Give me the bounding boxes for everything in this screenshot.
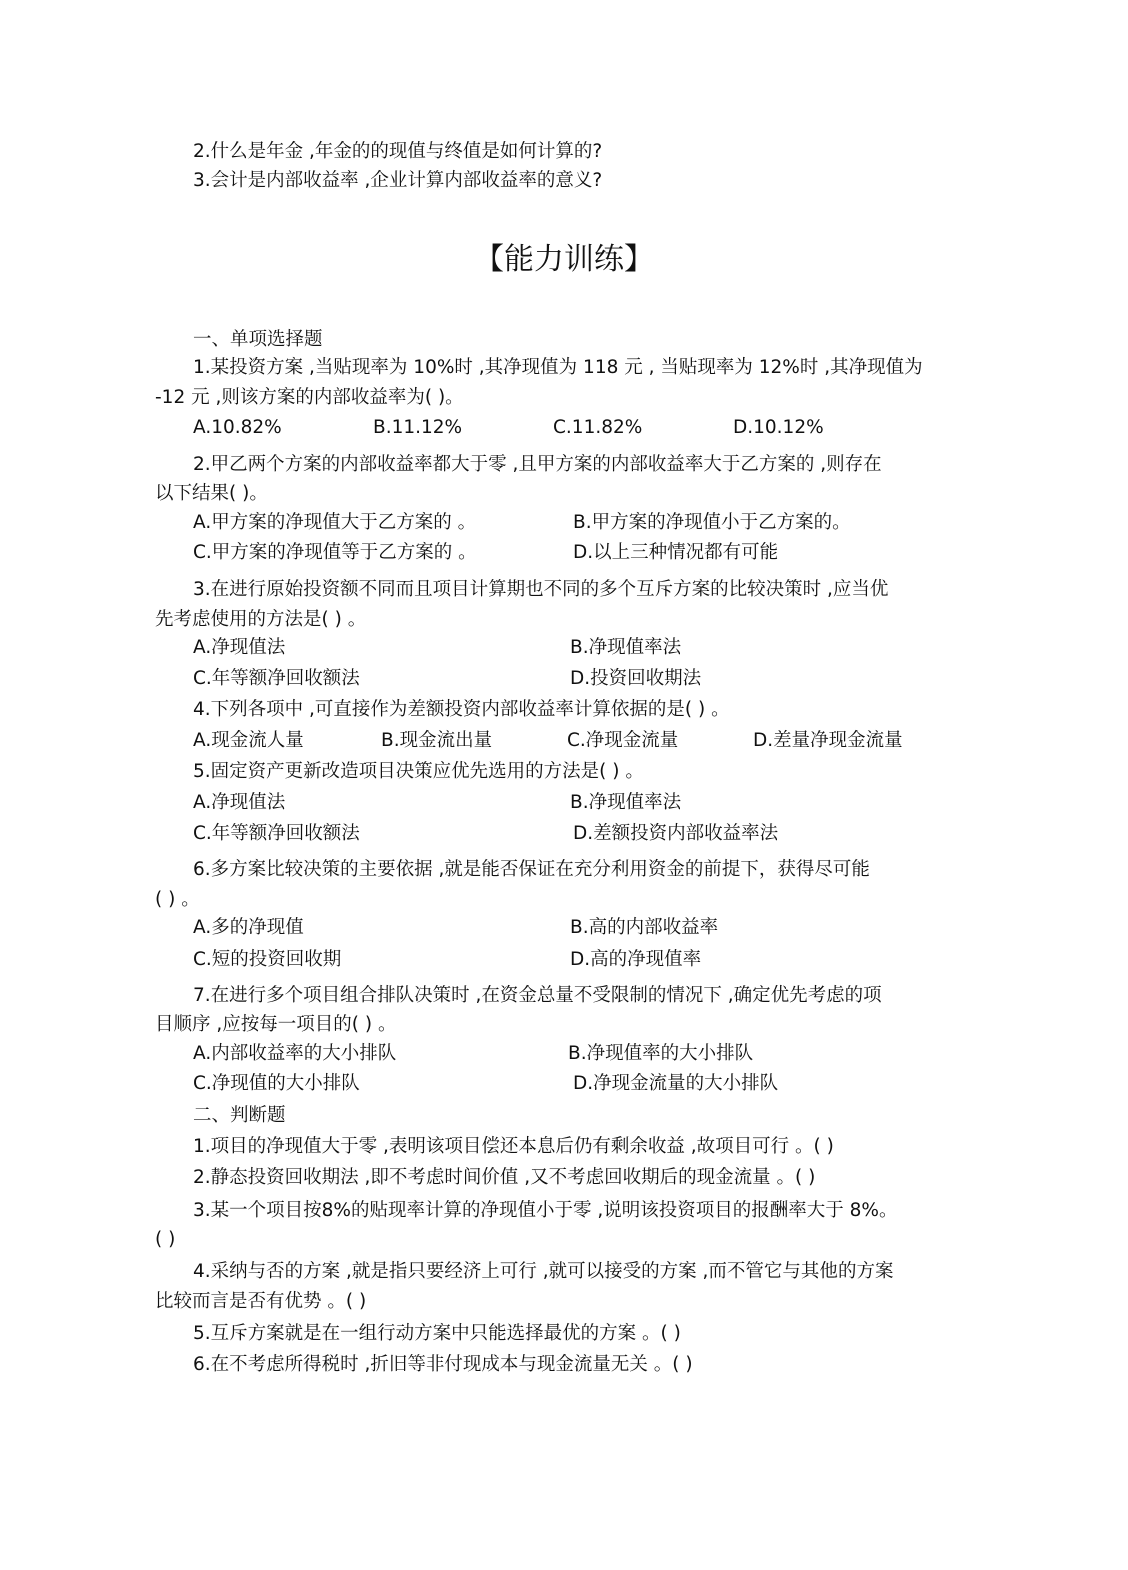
option-c: C.年等额净回收额法 — [193, 823, 360, 844]
option-c: C.净现金流量 — [567, 730, 679, 751]
option-a: A.净现值法 — [193, 792, 286, 813]
option-b: B.现金流出量 — [381, 730, 493, 751]
option-a: A.现金流人量 — [193, 730, 304, 751]
option-b: B.净现值率法 — [570, 792, 682, 813]
judgment-item: 4.采纳与否的方案 ,就是指只要经济上可行 ,就可以接受的方案 ,而不管它与其他的方案 — [193, 1261, 894, 1282]
judgment-item: ( ) — [155, 1229, 176, 1250]
question-text: 目顺序 ,应按每一项目的( ) 。 — [155, 1014, 397, 1035]
review-question-2: 2.什么是年金 ,年金的的现值与终值是如何计算的? — [193, 141, 603, 162]
option-b: B.净现值率法 — [570, 637, 682, 658]
question-text: 2.甲乙两个方案的内部收益率都大于零 ,且甲方案的内部收益率大于乙方案的 ,则存在 — [193, 454, 882, 475]
question-text: ( ) 。 — [155, 889, 200, 910]
option-d: D.净现金流量的大小排队 — [573, 1073, 779, 1094]
question-text: 3.在进行原始投资额不同而且项目计算期也不同的多个互斥方案的比较决策时 ,应当优 — [193, 579, 889, 600]
section-title: 【能力训练】 — [474, 242, 654, 277]
judgment-item: 5.互斥方案就是在一组行动方案中只能选择最优的方案 。( ) — [193, 1323, 681, 1344]
review-question-3: 3.会计是内部收益率 ,企业计算内部收益率的意义? — [193, 170, 603, 191]
option-c: C.甲方案的净现值等于乙方案的 。 — [193, 542, 477, 563]
question-text: 1.某投资方案 ,当贴现率为 10%时 ,其净现值为 118 元 , 当贴现率为 12%时 ,其净现值为 — [193, 357, 923, 378]
option-a: A.净现值法 — [193, 637, 286, 658]
option-d: D.投资回收期法 — [570, 668, 702, 689]
option-d: D.10.12% — [733, 417, 824, 438]
option-b: B.甲方案的净现值小于乙方案的。 — [573, 512, 851, 533]
option-b: B.11.12% — [373, 417, 463, 438]
question-text: 以下结果( )。 — [155, 483, 268, 504]
option-a: A.内部收益率的大小排队 — [193, 1043, 397, 1064]
judgment-item: 1.项目的净现值大于零 ,表明该项目偿还本息后仍有剩余收益 ,故项目可行 。( ) — [193, 1136, 834, 1157]
question-text: 4.下列各项中 ,可直接作为差额投资内部收益率计算依据的是( ) 。 — [193, 699, 730, 720]
option-b: B.净现值率的大小排队 — [568, 1043, 754, 1064]
question-text: 7.在进行多个项目组合排队决策时 ,在资金总量不受限制的情况下 ,确定优先考虑的项 — [193, 985, 882, 1006]
option-a: A.多的净现值 — [193, 917, 304, 938]
option-d: D.差量净现金流量 — [753, 730, 903, 751]
option-c: C.11.82% — [553, 417, 643, 438]
option-d: D.差额投资内部收益率法 — [573, 823, 779, 844]
option-a: A.10.82% — [193, 417, 282, 438]
question-text: 6.多方案比较决策的主要依据 ,就是能否保证在充分利用资金的前提下，获得尽可能 — [193, 859, 870, 880]
section-heading-true-false: 二、判断题 — [193, 1105, 286, 1126]
option-c: C.净现值的大小排队 — [193, 1073, 360, 1094]
option-d: D.高的净现值率 — [570, 949, 702, 970]
question-text: 先考虑使用的方法是( ) 。 — [155, 609, 367, 630]
section-heading-single-choice: 一、单项选择题 — [193, 329, 323, 350]
question-text: 5.固定资产更新改造项目决策应优先选用的方法是( ) 。 — [193, 761, 644, 782]
judgment-item: 2.静态投资回收期法 ,即不考虑时间价值 ,又不考虑回收期后的现金流量 。( ) — [193, 1167, 816, 1188]
question-text: -12 元 ,则该方案的内部收益率为( )。 — [155, 387, 464, 408]
judgment-item: 6.在不考虑所得税时 ,折旧等非付现成本与现金流量无关 。( ) — [193, 1354, 693, 1375]
option-c: C.短的投资回收期 — [193, 949, 342, 970]
option-c: C.年等额净回收额法 — [193, 668, 360, 689]
option-a: A.甲方案的净现值大于乙方案的 。 — [193, 512, 477, 533]
option-d: D.以上三种情况都有可能 — [573, 542, 779, 563]
option-b: B.高的内部收益率 — [570, 917, 719, 938]
judgment-item: 3.某一个项目按8%的贴现率计算的净现值小于零 ,说明该投资项目的报酬率大于 8%。 — [193, 1200, 898, 1221]
judgment-item: 比较而言是否有优势 。( ) — [155, 1291, 367, 1312]
